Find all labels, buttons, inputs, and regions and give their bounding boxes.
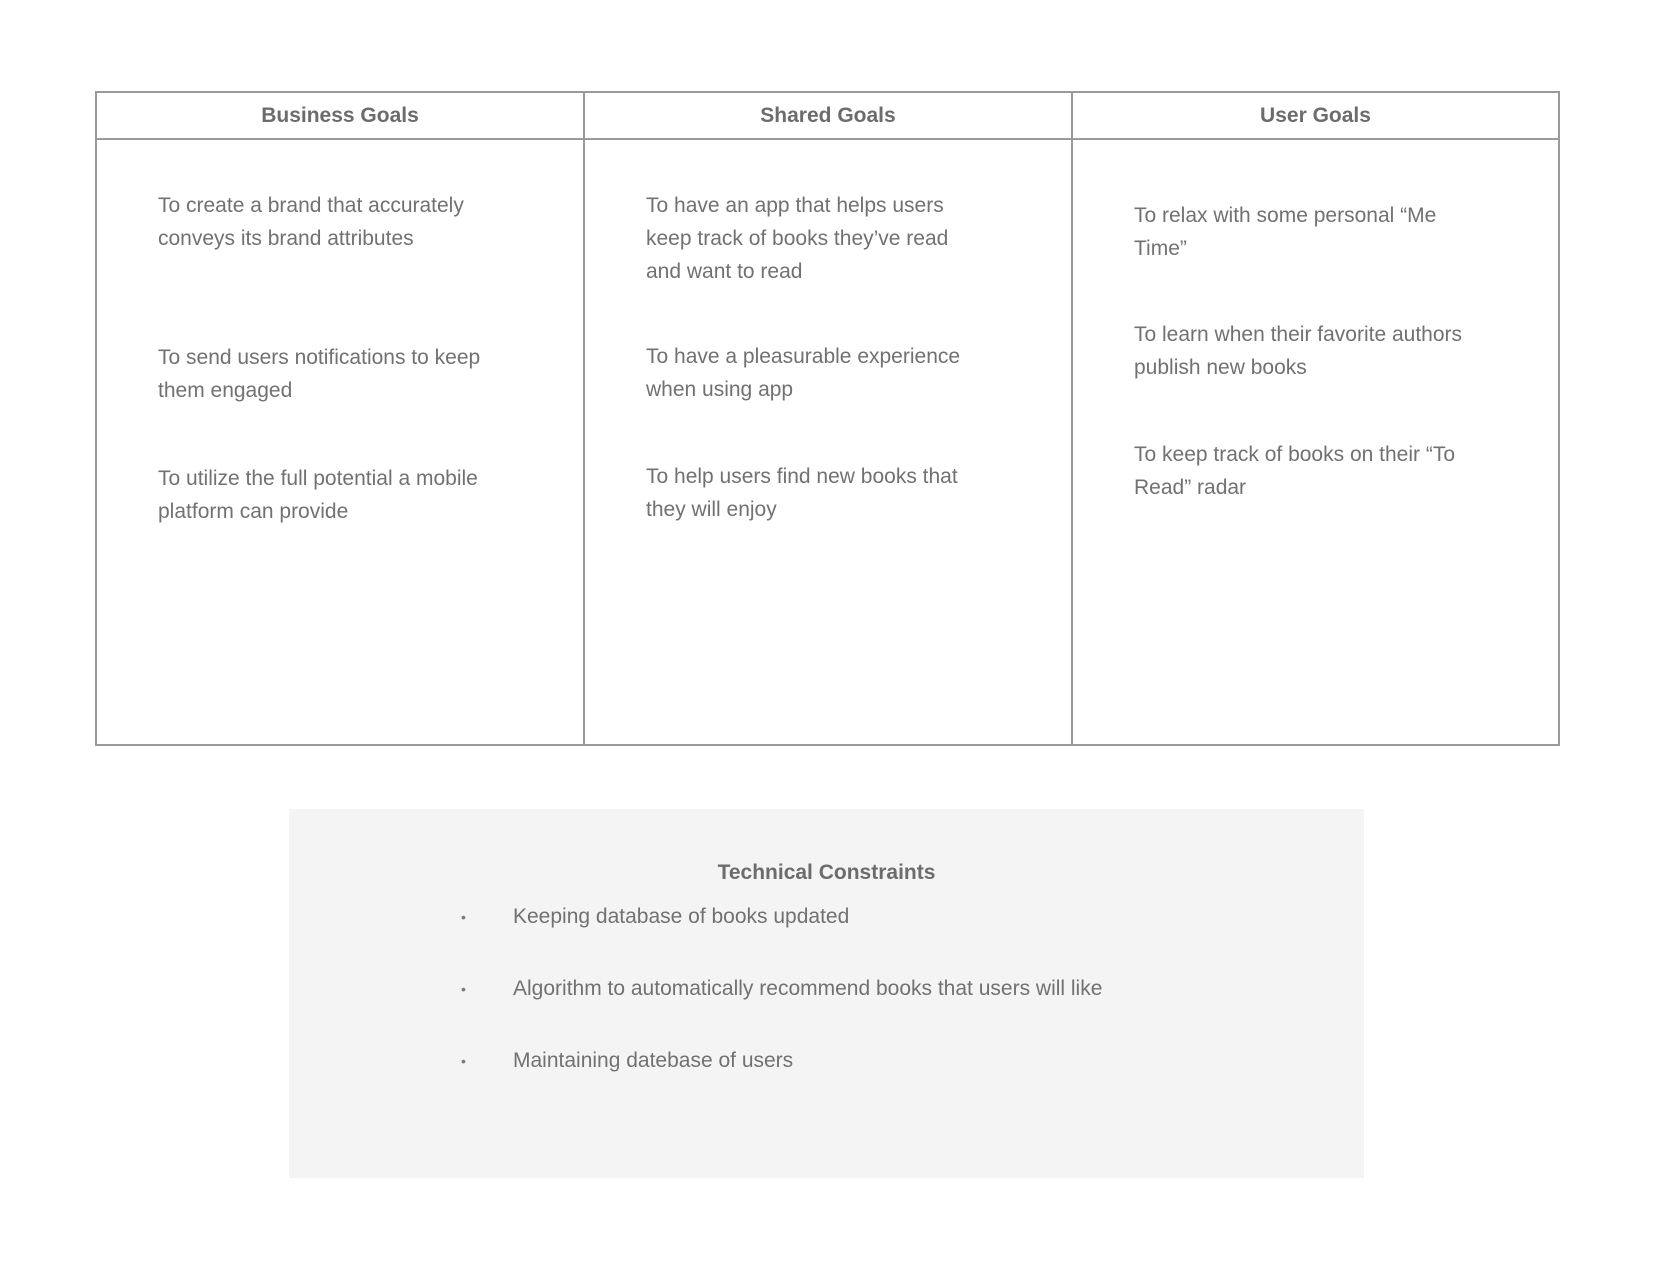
technical-constraints-title: Technical Constraints <box>717 861 936 884</box>
user-goal-item: To keep track of books on their “To Read” radar <box>1134 443 1455 499</box>
constraint-list-item <box>289 902 1364 932</box>
header-user-goals: User Goals <box>1073 93 1558 140</box>
user-goals-column <box>1073 140 1558 744</box>
technical-constraints-box <box>289 809 1364 1178</box>
header-business-goals: Business Goals <box>97 93 585 140</box>
header-shared-goals: Shared Goals <box>585 93 1073 140</box>
user-goal-item: To learn when their favorite authors publish new books <box>1134 323 1463 379</box>
shared-goal-item: To have an app that helps users keep track of books they’ve read and want to read <box>646 194 949 283</box>
constraint-list-item <box>289 974 1364 1004</box>
bullet-icon: • <box>461 909 466 925</box>
goals-table <box>95 91 1560 746</box>
business-goal-item: To send users notifications to keep them engaged <box>158 346 481 402</box>
constraint-text: Maintaining datebase of users <box>513 1049 794 1072</box>
shared-goal-item: To have a pleasurable experience when using app <box>646 345 961 401</box>
shared-goal-item: To help users find new books that they will enjoy <box>646 465 958 521</box>
bullet-icon: • <box>461 981 466 997</box>
constraint-text: Algorithm to automatically recommend books that users will like <box>513 977 1103 1000</box>
shared-goals-column <box>585 140 1073 744</box>
constraint-text: Keeping database of books updated <box>513 905 850 928</box>
business-goal-item: To create a brand that accurately conveys its brand attributes <box>158 194 464 250</box>
user-goal-item: To relax with some personal “Me Time” <box>1134 204 1437 260</box>
constraint-list-item <box>289 1046 1364 1076</box>
business-goals-column <box>97 140 585 744</box>
bullet-icon: • <box>461 1053 466 1069</box>
business-goal-item: To utilize the full potential a mobile platform can provide <box>158 467 478 523</box>
